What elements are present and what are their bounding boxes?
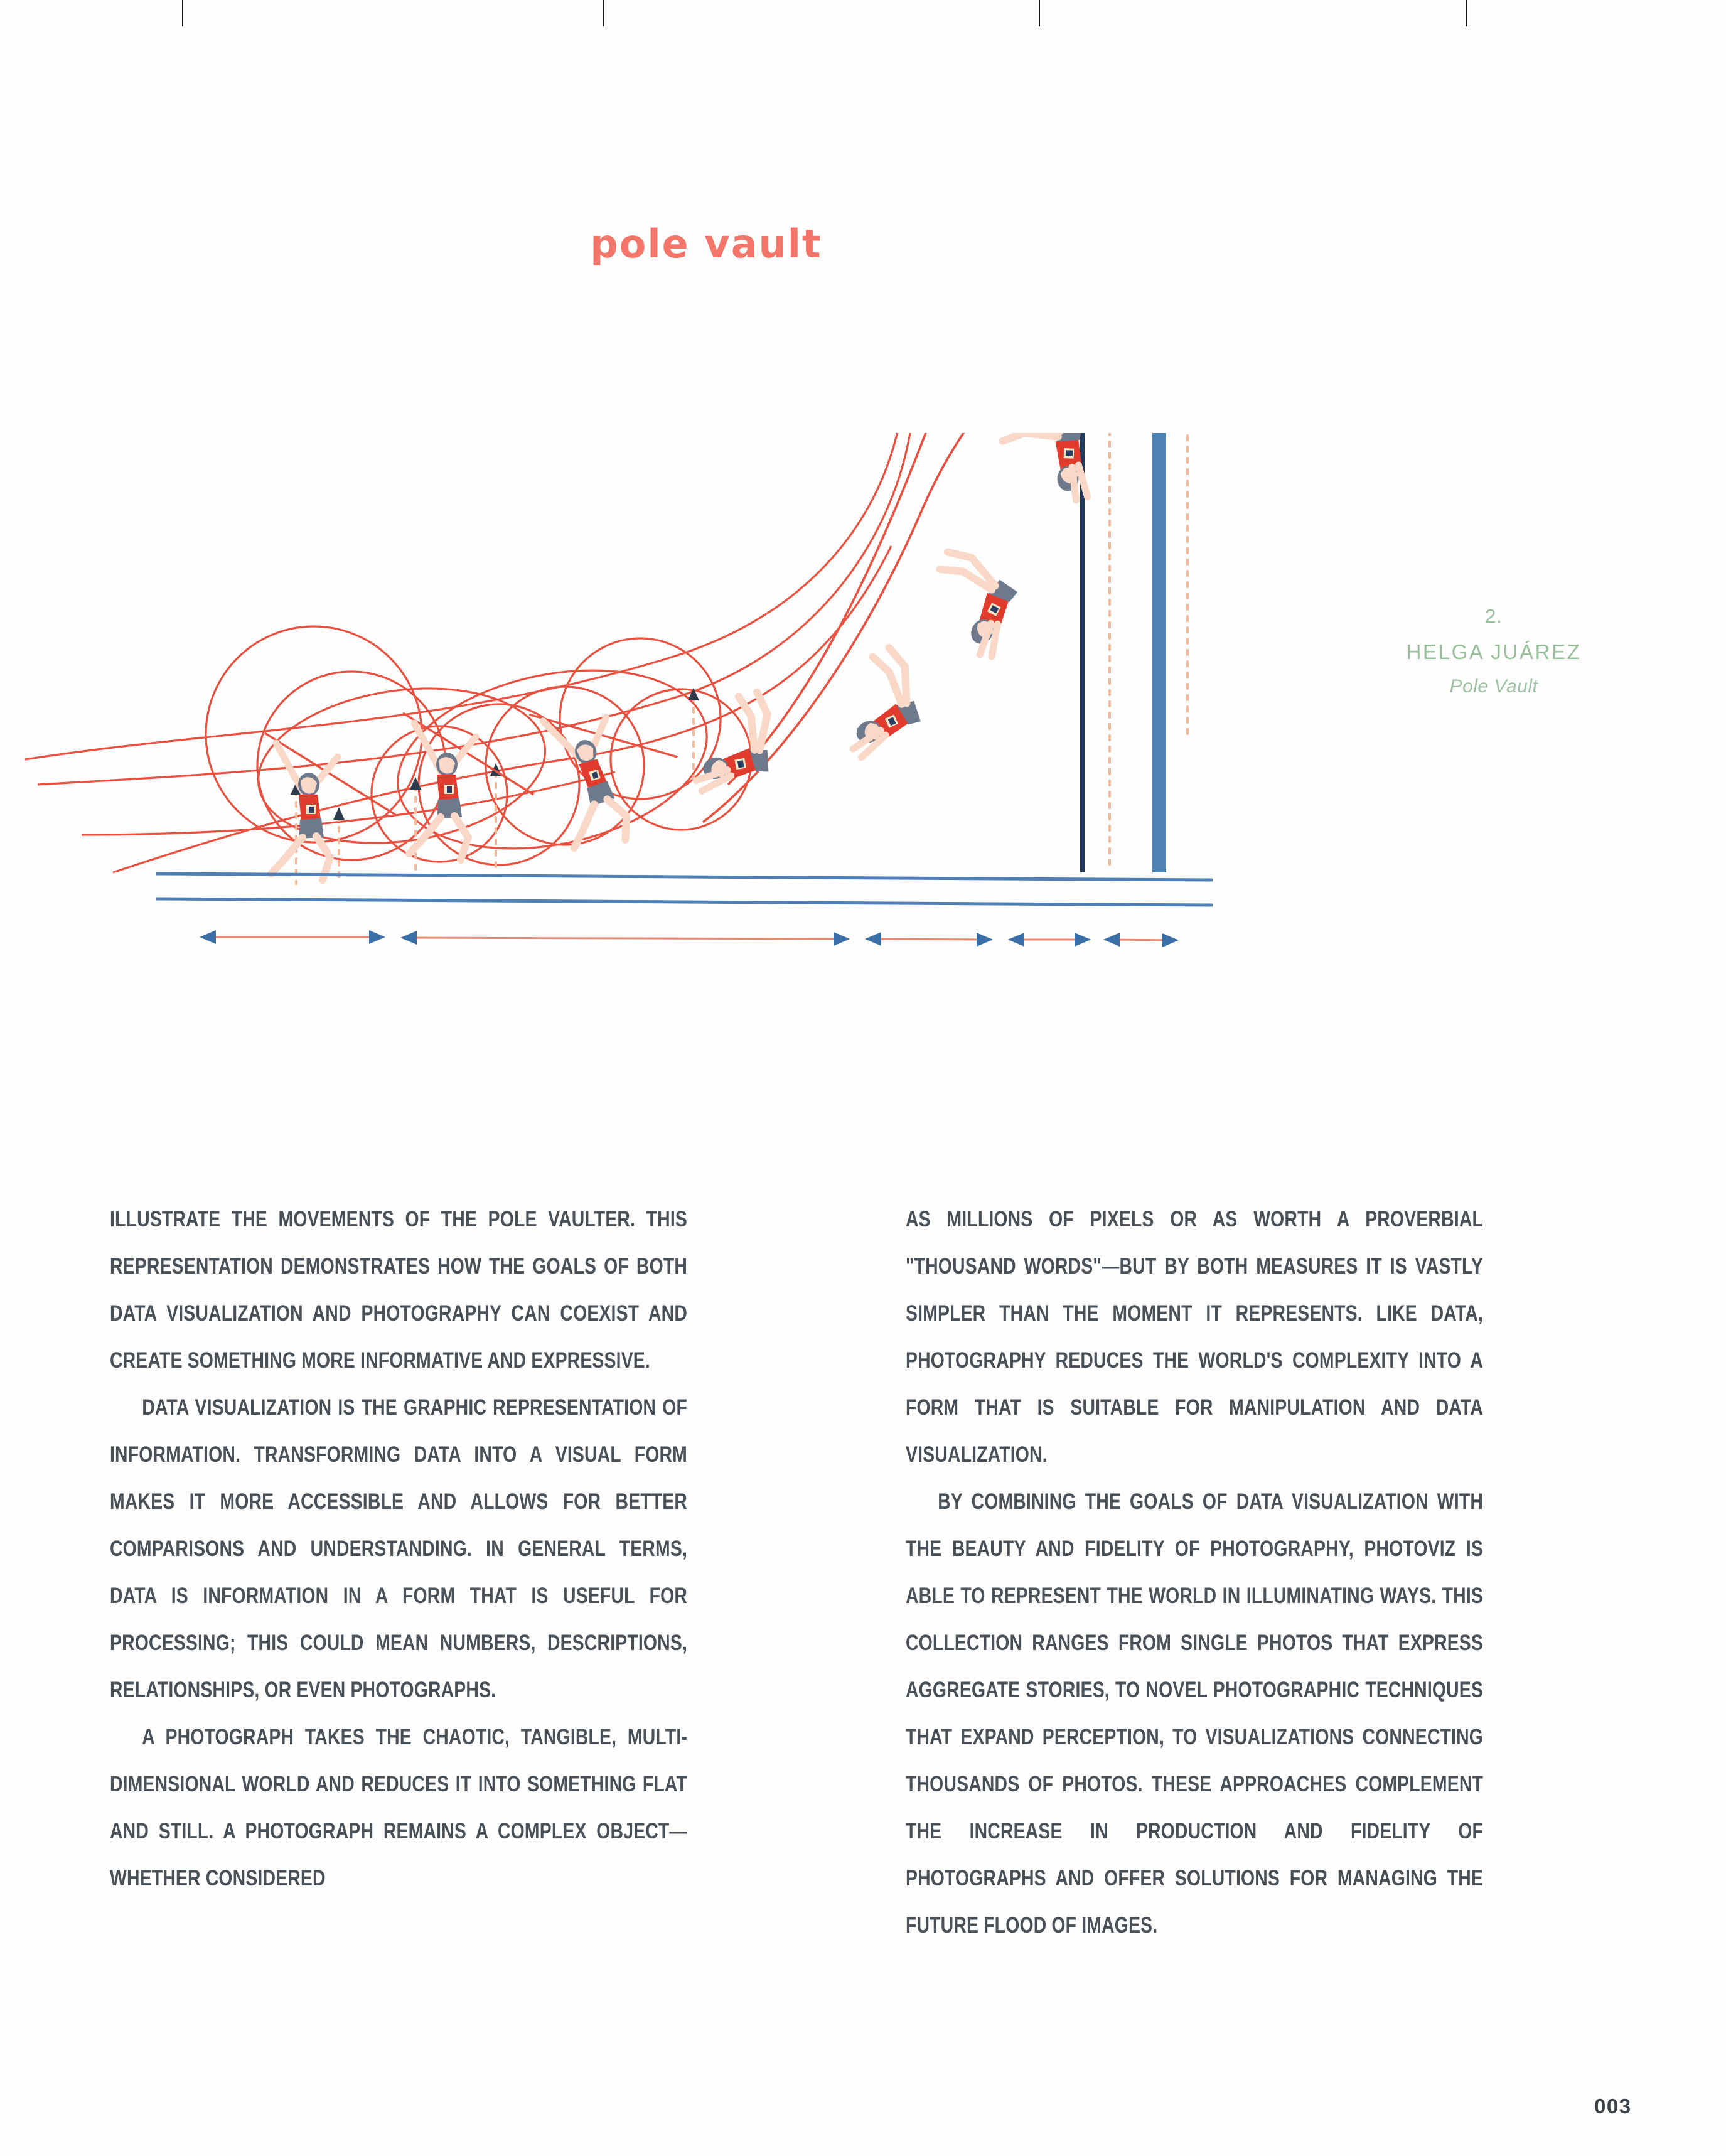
page-number: 003 <box>1594 2094 1632 2118</box>
pole-trace-arcs <box>25 433 910 875</box>
vault-trajectory <box>703 433 1230 822</box>
paragraph: A PHOTOGRAPH TAKES THE CHAOTIC, TANGIBLE, MULTI-DIMENSIONAL WORLD AND REDUCES IT INTO SOMETHING FLAT AND STILL. A PHOTOGRAPH REMAINS A COMPLEX OBJECT—WHETHER CONSIDERED <box>110 1724 687 1891</box>
upright-rear <box>1080 433 1085 872</box>
measurement-ruler <box>200 930 1179 947</box>
caption-number: 2. <box>1485 605 1503 627</box>
paragraph: ILLUSTRATE THE MOVEMENTS OF THE POLE VAULTER. THIS REPRESENTATION DEMONSTRATES HOW THE GOALS OF BOTH DATA VISUALIZATION AND PHOTOGRAPHY CAN COEXIST AND CREATE SOMETHING MORE INFORMATIVE AND EXPRESSIVE. <box>110 1206 687 1373</box>
crop-mark <box>182 0 183 26</box>
ground-line <box>156 899 1213 905</box>
crop-mark <box>1466 0 1467 26</box>
body-columns <box>0 1196 1726 2024</box>
upright-front <box>1152 433 1166 872</box>
athlete-figure <box>821 645 932 759</box>
paragraph: AS MILLIONS OF PIXELS OR AS WORTH A PROVERBIAL "THOUSAND WORDS"—BUT BY BOTH MEASURES IT IS VASTLY SIMPLER THAN THE MOMENT IT REPRESENTS. LIKE DATA, PHOTOGRAPHY REDUCES THE WORLD'S COMPLEXITY INTO A FORM THAT IS SUITABLE FOR MANIPULATION AND DATA VISUALIZATION. <box>906 1206 1483 1467</box>
caption-work-title: Pole Vault <box>1449 675 1538 697</box>
athlete-figure <box>683 691 778 791</box>
body-column-right <box>906 1196 1483 1949</box>
athlete-figure <box>913 547 1029 660</box>
athlete-figure <box>999 433 1090 501</box>
crop-mark <box>603 0 604 26</box>
ground-line <box>156 874 1213 880</box>
paragraph: BY COMBINING THE GOALS OF DATA VISUALIZATION WITH THE BEAUTY AND FIDELITY OF PHOTOGRAPHY, PHOTOVIZ IS ABLE TO REPRESENT THE WORLD IN ILLUMINATING WAYS. THIS COLLECTION RANGES FROM SINGLE PHOTOS THAT EXPRESS AGGREGATE STORIES, TO NOVEL PHOTOGRAPHIC TECHNIQUES THAT EXPAND PERCEPTION, TO VISUALIZATIONS CONNECTING THOUSANDS OF PHOTOS. THESE APPROACHES COMPLEMENT THE INCREASE IN PRODUCTION AND FIDELITY OF PHOTOGRAPHS AND OFFER SOLUTIONS FOR MANAGING THE FUTURE FLOOD OF IMAGES. <box>906 1489 1483 1938</box>
body-column-left <box>110 1196 687 1902</box>
crop-mark <box>1039 0 1040 26</box>
paragraph: DATA VISUALIZATION IS THE GRAPHIC REPRESENTATION OF INFORMATION. TRANSFORMING DATA INTO A VISUAL FORM MAKES IT MORE ACCESSIBLE AND ALLOWS FOR BETTER COMPARISONS AND UNDERSTANDING. IN GENERAL TERMS, DATA IS INFORMATION IN A FORM THAT IS USEFUL FOR PROCESSING; THIS COULD MEAN NUMBERS, DESCRIPTIONS, RELATIONSHIPS, OR EVEN PHOTOGRAPHS. <box>110 1395 687 1702</box>
page-title: pole vault <box>590 221 822 267</box>
caption-artist: HELGA JUÁREZ <box>1406 640 1582 664</box>
figure-caption <box>1349 603 1638 700</box>
athlete-figure <box>265 733 395 880</box>
pole-vault-illustration <box>0 433 1318 998</box>
